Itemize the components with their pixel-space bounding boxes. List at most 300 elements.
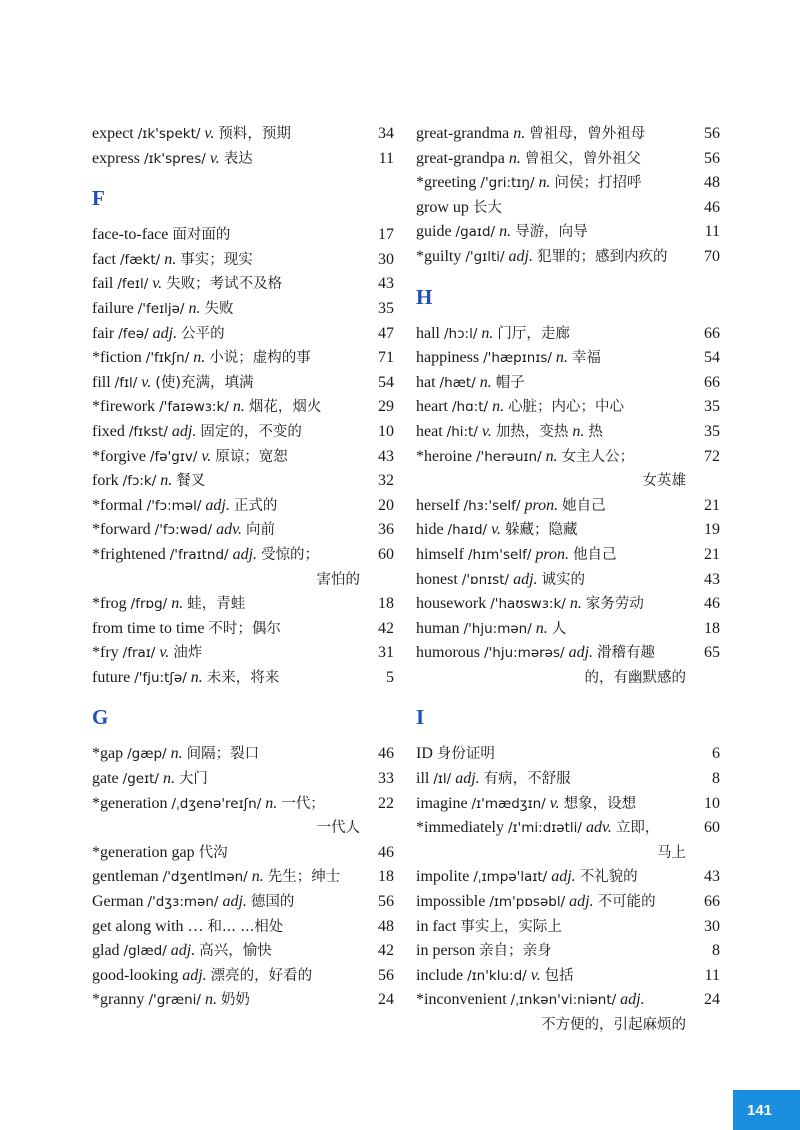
dictionary-entry (92, 371, 394, 396)
entry-headword: *fry (92, 644, 119, 662)
entry-part-of-speech: v. (549, 794, 560, 812)
entry-unit-number: 46 (704, 595, 720, 613)
entry-unit-number: 66 (704, 893, 720, 911)
entry-definition: 问侯；打招呼 (554, 175, 642, 192)
entry-part-of-speech: n. (492, 398, 505, 416)
entry-part-of-speech: n. (170, 745, 183, 763)
entry-unit-number: 66 (704, 373, 720, 391)
dictionary-entry (92, 122, 394, 147)
entry-definition: 家务劳动 (585, 596, 644, 613)
entry-definition: 门厅，走廊 (497, 325, 570, 342)
dictionary-entry (416, 245, 720, 270)
entry-definition: 加热，变热 (495, 423, 569, 440)
entry-definition: 不时；偶尔 (208, 620, 281, 637)
entry-definition: 人 (551, 620, 567, 637)
entry-unit-number: 30 (378, 250, 394, 268)
entry-unit-number: 18 (704, 619, 720, 637)
entry-part-of-speech: v. (152, 275, 163, 293)
entry-definition: 油炸 (173, 645, 203, 662)
dictionary-entry (416, 939, 720, 964)
dictionary-entry (416, 568, 720, 593)
entry-headword: imagine (416, 794, 468, 812)
entry-part-of-speech: n. (555, 349, 568, 367)
entry-part-of-speech: n. (569, 595, 582, 613)
dictionary-entry (416, 816, 720, 865)
entry-headword: fill (92, 373, 111, 391)
dictionary-entry (416, 147, 720, 172)
right-column (416, 122, 720, 1038)
entry-phonetic: /hæt/ (439, 374, 476, 391)
entry-part-of-speech: n. (479, 373, 492, 391)
entry-unit-number: 36 (378, 521, 394, 539)
dictionary-entry (416, 322, 720, 347)
entry-phonetic: /ɪk'spekt/ (137, 126, 201, 142)
entry-definition: 餐叉 (176, 473, 206, 490)
entry-definition: 先生；绅士 (267, 869, 341, 886)
entry-unit-number: 42 (378, 619, 394, 637)
entry-unit-number: 56 (378, 966, 394, 984)
dictionary-entry (92, 322, 394, 347)
entry-definition-continued: 的，有幽默感的 (584, 669, 686, 686)
entry-definition-continued: 一代人 (316, 820, 360, 837)
entry-part-of-speech: adj. (568, 644, 594, 662)
entry-unit-number: 43 (704, 570, 720, 588)
entry-headword: *frightened (92, 545, 166, 563)
entry-phonetic: /frɒg/ (130, 596, 168, 613)
entry-group-f (92, 223, 394, 690)
page-number-badge (733, 1090, 800, 1130)
entry-definition: 代沟 (198, 844, 228, 861)
entry-headword: fork (92, 472, 119, 490)
entry-headword: *gap (92, 745, 124, 763)
entry-part-of-speech: v. (491, 521, 501, 539)
entry-part-of-speech: n. (193, 349, 206, 367)
entry-headword: impolite (416, 868, 470, 886)
entry-definition: 失败 (204, 300, 234, 317)
entry-unit-number: 19 (704, 521, 720, 539)
entry-definition: 事实上，实际上 (460, 918, 562, 935)
entry-headword: humorous (416, 644, 480, 662)
entry-part-of-speech: adj. (171, 422, 197, 440)
entry-headword: in person (416, 942, 476, 960)
entry-phonetic: /geɪt/ (122, 771, 159, 788)
entry-definition: 包括 (544, 967, 574, 984)
entry-headword: fixed (92, 422, 125, 440)
entry-phonetic: /'gri:tɪŋ/ (480, 175, 535, 192)
entry-definition: 导游，向导 (515, 224, 588, 241)
entry-definition-2: 热 (588, 423, 603, 440)
entry-headword: glad (92, 942, 120, 960)
entry-definition: 受惊的； (261, 546, 320, 563)
entry-phonetic: /hɜ:'self/ (463, 497, 521, 514)
entry-definition: 失败；考试不及格 (166, 276, 283, 293)
entry-headword: ID (416, 745, 433, 763)
entry-phonetic: /hɪm'self/ (468, 546, 532, 563)
entry-definition: 不礼貌的 (579, 869, 638, 886)
dictionary-entry (92, 469, 394, 494)
entry-phonetic: /'fju:tʃə/ (134, 669, 187, 686)
entry-unit-number: 70 (704, 247, 720, 265)
entry-headword: impossible (416, 893, 486, 911)
entry-headword: expect (92, 125, 134, 142)
entry-part-of-speech: n. (188, 299, 201, 317)
entry-definition: 滑稽有趣 (597, 645, 656, 662)
dictionary-entry (92, 297, 394, 322)
entry-headword: from time to time (92, 619, 205, 637)
entry-part-of-speech: adj. (152, 324, 178, 342)
entry-part-of-speech: n. (251, 868, 264, 886)
entry-group-h (416, 322, 720, 691)
dictionary-entry (416, 617, 720, 642)
entry-definition: 曾祖母，曾外祖母 (529, 126, 646, 142)
entry-definition: 面对面的 (172, 227, 231, 244)
entry-phonetic: /gæp/ (127, 746, 167, 763)
entry-phonetic: /'dʒɜ:mən/ (147, 894, 219, 911)
entry-definition: 她自己 (562, 497, 606, 514)
entry-unit-number: 32 (378, 472, 394, 490)
entry-unit-number: 48 (378, 917, 394, 935)
entry-phonetic: /'hæpɪnɪs/ (483, 350, 552, 367)
entry-headword: *greeting (416, 174, 477, 192)
entry-phonetic: /ˌɪnkən'vi:niənt/ (510, 992, 617, 1009)
entry-phonetic: /'faɪəwɜ:k/ (159, 399, 229, 416)
dictionary-entry (92, 346, 394, 371)
entry-definition: 间隔；裂口 (186, 746, 260, 763)
entry-phonetic: /ɪ'mædʒɪn/ (471, 795, 546, 812)
entry-unit-number: 31 (378, 644, 394, 662)
entry-part-of-speech: n. (545, 447, 558, 465)
dictionary-entry (92, 223, 394, 248)
entry-unit-number: 11 (378, 149, 394, 167)
section-letter-i: I (416, 705, 425, 730)
dictionary-entry (92, 666, 394, 691)
dictionary-entry (416, 792, 720, 817)
entry-unit-number: 66 (704, 324, 720, 342)
entry-phonetic: /fə'gɪv/ (149, 448, 198, 465)
entry-part-of-speech: adv. (585, 819, 612, 837)
entry-part-of-speech: adj. (170, 942, 196, 960)
entry-headword: face-to-face (92, 226, 169, 244)
entry-part-of-speech: n. (204, 991, 217, 1009)
dictionary-entry (92, 865, 394, 890)
entry-unit-number: 46 (704, 198, 720, 216)
entry-headword: human (416, 619, 460, 637)
entry-definition: 有病，不舒服 (483, 771, 571, 788)
entry-definition: (使)充满，填满 (155, 374, 254, 391)
entry-part-of-speech: adj. (222, 893, 247, 911)
entry-unit-number: 56 (704, 125, 720, 142)
entry-unit-number: 10 (378, 422, 394, 440)
dictionary-entry (416, 445, 720, 494)
entry-phonetic: /feɪl/ (117, 276, 149, 293)
entry-unit-number: 71 (378, 349, 394, 367)
entry-unit-number: 48 (704, 174, 720, 192)
entry-unit-number: 54 (704, 349, 720, 367)
dictionary-entry (92, 767, 394, 792)
entry-phonetic: /fɔ:k/ (122, 473, 157, 490)
entry-phonetic: /hɔ:l/ (444, 325, 478, 342)
dictionary-entry (416, 767, 720, 792)
entry-phonetic: /ɪm'pɒsəbl/ (489, 894, 566, 911)
dictionary-entry (416, 494, 720, 519)
entry-headword: gentleman (92, 868, 159, 886)
entry-part-of-speech-2: n. (572, 422, 585, 440)
entry-definition: 他自己 (573, 546, 617, 563)
entry-headword: *generation (92, 794, 168, 812)
entry-unit-number: 35 (704, 398, 720, 416)
entry-unit-number: 30 (704, 917, 720, 935)
entry-definition: 长大 (472, 199, 502, 216)
dictionary-entry (416, 641, 720, 690)
entry-phonetic: /'dʒentlmən/ (162, 869, 248, 886)
entry-definition: 幸福 (571, 350, 601, 367)
entry-part-of-speech: pron. (535, 545, 570, 563)
entry-headword: German (92, 893, 144, 911)
dictionary-entry (416, 346, 720, 371)
dictionary-entry (416, 196, 720, 221)
entry-definition: 正式的 (233, 497, 278, 514)
dictionary-entry (92, 272, 394, 297)
entry-definition: 漂亮的，好看的 (210, 967, 313, 984)
entry-headword: great-grandpa (416, 149, 505, 167)
entry-headword: hall (416, 324, 440, 342)
entry-part-of-speech: n. (232, 398, 245, 416)
entry-headword: fact (92, 250, 116, 268)
dictionary-entry (416, 420, 720, 445)
dictionary-entry (92, 592, 394, 617)
dictionary-entry (92, 420, 394, 445)
entry-definition: 曾祖父，曾外祖父 (524, 150, 641, 167)
entry-phonetic: /hi:t/ (446, 423, 478, 440)
entry-part-of-speech: pron. (524, 496, 559, 514)
entry-definition: 公平的 (181, 325, 225, 342)
entry-phonetic: /'haʊswɜ:k/ (490, 596, 566, 613)
entry-definition: 一代； (281, 795, 325, 812)
entry-part-of-speech: adv. (216, 521, 243, 539)
entry-headword: *forgive (92, 447, 146, 465)
entry-headword: *forward (92, 521, 151, 539)
dictionary-entry (416, 518, 720, 543)
entry-definition: 大门 (178, 771, 208, 788)
entry-headword: guide (416, 223, 452, 241)
entry-phonetic: /ɪ'mi:dɪətli/ (507, 820, 582, 837)
entry-definition: 德国的 (250, 894, 295, 911)
entry-part-of-speech: n. (508, 149, 521, 167)
entry-headword: *formal (92, 496, 143, 514)
dictionary-entry (416, 171, 720, 196)
entry-unit-number: 11 (704, 223, 720, 241)
entry-headword: *heroine (416, 447, 472, 465)
entry-phonetic: /haɪd/ (447, 522, 488, 539)
dictionary-entry (92, 543, 394, 592)
entry-unit-number: 20 (378, 496, 394, 514)
entry-definition: 事实；现实 (180, 251, 253, 268)
entry-phonetic: /ˌɪmpə'laɪt/ (473, 869, 548, 886)
entry-unit-number: 8 (712, 770, 720, 788)
dictionary-entry (416, 865, 720, 890)
entry-headword: *firework (92, 398, 156, 416)
entry-headword: failure (92, 299, 134, 317)
entry-headword: *granny (92, 991, 145, 1009)
entry-headword: gate (92, 770, 119, 788)
entry-definition: 立即， (615, 820, 660, 837)
entry-phonetic: /hɑ:t/ (451, 399, 489, 416)
entry-phonetic: /fɪkst/ (128, 423, 168, 440)
entry-headword: heat (416, 422, 443, 440)
page-number: 141 (746, 1101, 773, 1119)
entry-part-of-speech: n. (190, 668, 203, 686)
entry-headword: express (92, 149, 140, 167)
entry-headword: himself (416, 545, 464, 563)
entry-phonetic: /'gɪlti/ (465, 248, 505, 265)
entry-headword: happiness (416, 349, 480, 367)
entry-definition: 犯罪的；感到内疚的 (537, 248, 668, 265)
entry-unit-number: 42 (378, 942, 394, 960)
entry-phonetic: /'ɒnɪst/ (461, 571, 510, 588)
entry-definition-continued: 不方便的，引起麻烦的 (541, 1017, 686, 1033)
entry-unit-number: 46 (378, 843, 394, 861)
entry-unit-number: 5 (386, 668, 394, 686)
dictionary-entry (92, 841, 394, 866)
entry-headword: good-looking (92, 966, 179, 984)
entry-part-of-speech: n. (513, 125, 526, 142)
entry-unit-number: 43 (378, 275, 394, 293)
entry-unit-number: 56 (704, 149, 720, 167)
entry-definition: 表达 (223, 150, 253, 167)
entry-unit-number: 54 (378, 373, 394, 391)
entry-headword: housework (416, 595, 487, 613)
dictionary-entry (92, 617, 394, 642)
dictionary-entry (92, 792, 394, 841)
entry-headword: get along with … (92, 917, 208, 935)
entry-definition-continued: 害怕的 (316, 571, 360, 588)
entry-unit-number: 24 (704, 991, 720, 1009)
entry-part-of-speech: v. (204, 125, 215, 142)
entry-phonetic: /'hju:mən/ (463, 620, 532, 637)
entry-phonetic: /ɪn'klu:d/ (467, 967, 527, 984)
entry-part-of-speech: adj. (508, 247, 533, 265)
entry-headword: ill (416, 770, 430, 788)
entry-part-of-speech: n. (160, 472, 173, 490)
entry-unit-number: 34 (378, 125, 394, 142)
entry-unit-number: 18 (378, 595, 394, 613)
entry-definition: 想象，设想 (563, 795, 637, 812)
entry-headword: *frog (92, 595, 127, 613)
entry-unit-number: 21 (704, 496, 720, 514)
entry-part-of-speech: adj. (569, 893, 594, 911)
left-column (92, 122, 394, 1013)
entry-part-of-speech: n. (481, 324, 494, 342)
entry-headword: fail (92, 275, 114, 293)
entry-headword: herself (416, 496, 460, 514)
entry-group-g (92, 742, 394, 1013)
entry-phonetic: /'herəuɪn/ (475, 448, 542, 465)
entry-definition: 帽子 (495, 374, 525, 391)
entry-part-of-speech: v. (201, 447, 212, 465)
entry-definition: 预料，预期 (218, 126, 291, 142)
entry-unit-number: 18 (378, 868, 394, 886)
dictionary-entry (416, 915, 720, 940)
entry-phonetic: /fraɪ/ (122, 645, 156, 662)
entry-phonetic: /gaɪd/ (455, 224, 496, 241)
entry-part-of-speech: v. (530, 966, 541, 984)
entry-part-of-speech: adj. (232, 545, 258, 563)
entry-part-of-speech: adj. (205, 496, 230, 514)
dictionary-entry (416, 122, 720, 147)
entry-headword: honest (416, 570, 458, 588)
entry-phonetic: /feə/ (118, 325, 149, 342)
dictionary-entry (92, 248, 394, 273)
entry-group-e (92, 122, 394, 171)
entry-definition-continued: 马上 (657, 844, 686, 861)
entry-unit-number: 60 (378, 545, 394, 563)
entry-part-of-speech: v. (209, 149, 220, 167)
dictionary-entry (416, 395, 720, 420)
dictionary-entry (92, 988, 394, 1013)
entry-part-of-speech: adj. (182, 966, 207, 984)
entry-unit-number: 6 (712, 745, 720, 763)
entry-unit-number: 33 (378, 770, 394, 788)
entry-part-of-speech: adj. (620, 991, 645, 1009)
entry-headword: hat (416, 373, 436, 391)
dictionary-entry (416, 371, 720, 396)
entry-unit-number: 21 (704, 545, 720, 563)
entry-unit-number: 10 (704, 794, 720, 812)
dictionary-entry (416, 742, 720, 767)
entry-unit-number: 65 (704, 644, 720, 662)
entry-phonetic: /ɪl/ (433, 771, 452, 788)
entry-unit-number: 22 (378, 794, 394, 812)
entry-definition: 身份证明 (436, 746, 495, 763)
entry-part-of-speech: n. (162, 770, 175, 788)
entry-definition: 躲藏；隐藏 (504, 522, 578, 539)
entry-headword: *immediately (416, 819, 504, 837)
dictionary-entry (92, 445, 394, 470)
dictionary-entry (92, 939, 394, 964)
dictionary-entry (92, 494, 394, 519)
entry-part-of-speech: v. (159, 644, 170, 662)
entry-headword: *inconvenient (416, 991, 507, 1009)
entry-part-of-speech: v. (141, 373, 152, 391)
entry-unit-number: 60 (704, 819, 720, 837)
entry-phonetic: /'fraɪtnd/ (169, 546, 229, 563)
entry-definition: 奶奶 (220, 992, 250, 1009)
entry-definition: 高兴，愉快 (199, 943, 272, 960)
dictionary-entry (92, 890, 394, 915)
entry-part-of-speech: v. (481, 422, 492, 440)
entry-headword: future (92, 668, 131, 686)
dictionary-entry (92, 147, 394, 172)
entry-definition-continued: 女英雄 (642, 473, 686, 490)
entry-definition: 向前 (246, 522, 276, 539)
entry-phonetic: /fækt/ (119, 251, 161, 268)
entry-headword: heart (416, 398, 448, 416)
entry-unit-number: 17 (378, 226, 394, 244)
entry-part-of-speech: adj. (551, 868, 576, 886)
dictionary-entry (92, 641, 394, 666)
entry-unit-number: 46 (378, 745, 394, 763)
entry-definition: 小说；虚构的事 (209, 350, 311, 367)
entry-unit-number: 29 (378, 398, 394, 416)
entry-phonetic: /'fɪkʃn/ (145, 350, 190, 367)
entry-part-of-speech: n. (171, 595, 184, 613)
entry-phonetic: /glæd/ (123, 943, 167, 960)
entry-definition: 诚实的 (541, 571, 586, 588)
entry-group-g-cont (416, 122, 720, 270)
entry-definition: 固定的，不变的 (200, 423, 302, 440)
entry-unit-number: 8 (712, 942, 720, 960)
dictionary-entry (92, 518, 394, 543)
